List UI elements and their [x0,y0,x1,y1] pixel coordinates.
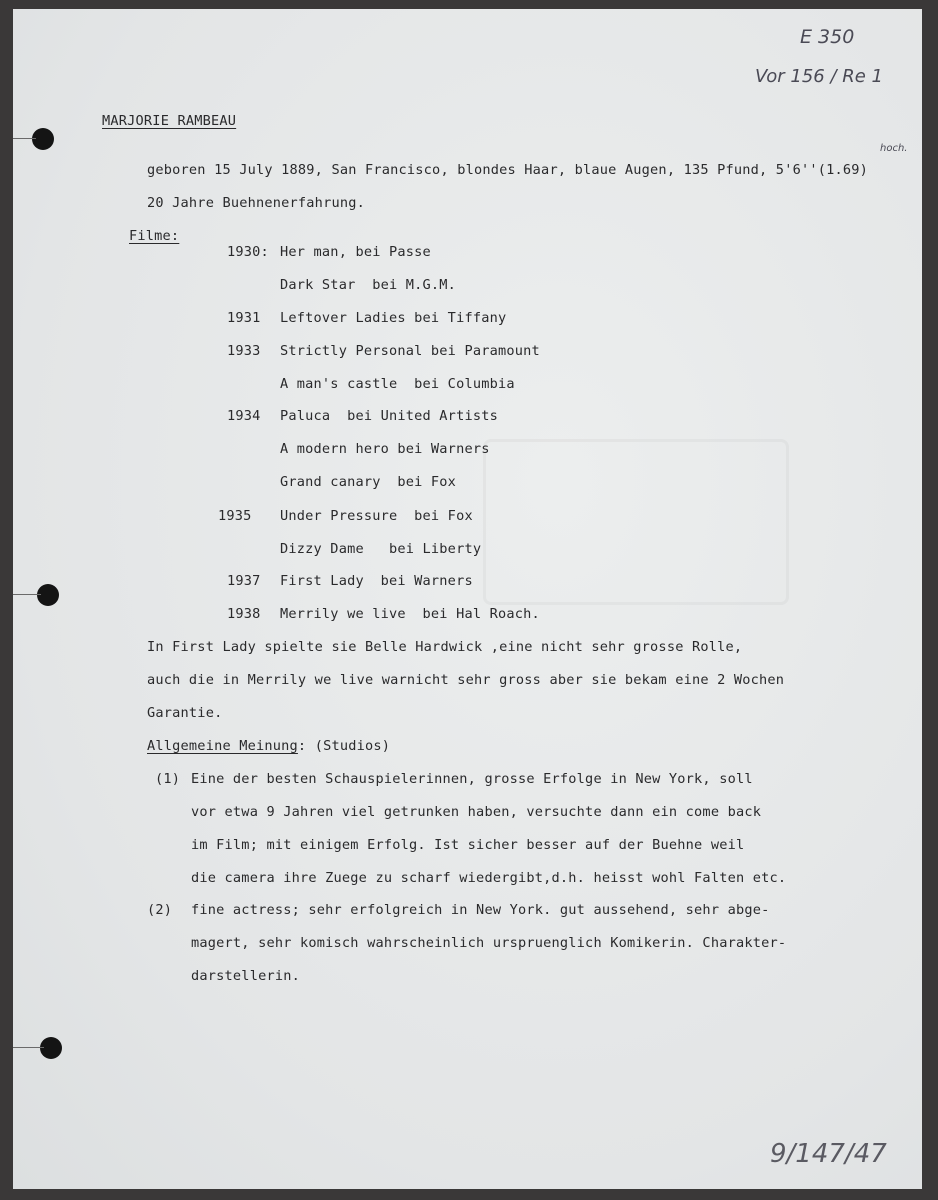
intro-line-1: geboren 15 July 1889, San Francisco, blondes Haar, blaue Augen, 135 Pfund, 5'6''(1.69) [147,162,869,178]
film-title: Her man, bei Passe [280,244,431,260]
film-title: Dark Star bei M.G.M. [280,277,457,293]
intro-line-2: 20 Jahre Buehnenerfahrung. [147,195,365,211]
film-title: Merrily we live bei Hal Roach. [280,606,540,622]
film-year: 1934 [227,408,261,424]
opinion-label: Allgemeine Meinung [147,738,298,754]
film-title: Under Pressure bei Fox [280,508,473,524]
faint-stamp-mark [483,439,789,605]
film-title: A man's castle bei Columbia [280,376,515,392]
paragraph-line-3: Garantie. [147,705,223,721]
films-label: Filme: [129,228,180,244]
opinion-line: die camera ihre Zuege zu scharf wiedergibt,d.h. heisst wohl Falten etc. [191,870,787,886]
opinion-heading [147,738,390,754]
film-year: 1935 [218,508,252,524]
film-year: 1933 [227,343,261,359]
punch-hole-bottom [40,1037,62,1059]
film-year: 1937 [227,573,261,589]
opinion-suffix: : (Studios) [297,738,391,754]
punch-hole-middle [37,584,59,606]
paragraph-line-1: In First Lady spielte sie Belle Hardwick ,eine nicht sehr grosse Rolle, [147,639,743,655]
opinion-number: (2) [147,902,173,918]
opinion-line: magert, sehr komisch wahrscheinlich urspruenglich Komikerin. Charakter- [191,935,787,951]
film-title: A modern hero bei Warners [280,441,490,457]
punch-hole-top [32,128,54,150]
film-title: Dizzy Dame bei Liberty [280,541,482,557]
film-title: Strictly Personal bei Paramount [280,343,540,359]
film-title: First Lady bei Warners [280,573,473,589]
opinion-number: (1) [155,771,181,787]
opinion-line: Eine der besten Schauspielerinnen, grosse Erfolge in New York, soll [191,771,753,787]
opinion-line: darstellerin. [191,968,300,984]
reference-code: Vor 156 / Re 1 [755,66,884,87]
opinion-line: fine actress; sehr erfolgreich in New York. gut aussehend, sehr abge- [191,902,770,918]
film-title: Paluca bei United Artists [280,408,498,424]
opinion-line: im Film; mit einigem Erfolg. Ist sicher besser auf der Buehne weil [191,837,745,853]
person-name-heading: MARJORIE RAMBEAU [102,113,237,129]
film-year: 1938 [227,606,261,622]
film-year: 1931 [227,310,261,326]
paragraph-line-2: auch die in Merrily we live warnicht sehr gross aber sie bekam eine 2 Wochen [147,672,785,688]
height-note: hoch. [880,143,908,154]
archive-code: E 350 [800,26,855,48]
page-number: 9/147/47 [770,1139,887,1169]
film-title: Grand canary bei Fox [280,474,457,490]
film-title: Leftover Ladies bei Tiffany [280,310,507,326]
opinion-line: vor etwa 9 Jahren viel getrunken haben, versuchte dann ein come back [191,804,762,820]
film-year: 1930: [227,244,269,260]
document-page [13,9,922,1189]
